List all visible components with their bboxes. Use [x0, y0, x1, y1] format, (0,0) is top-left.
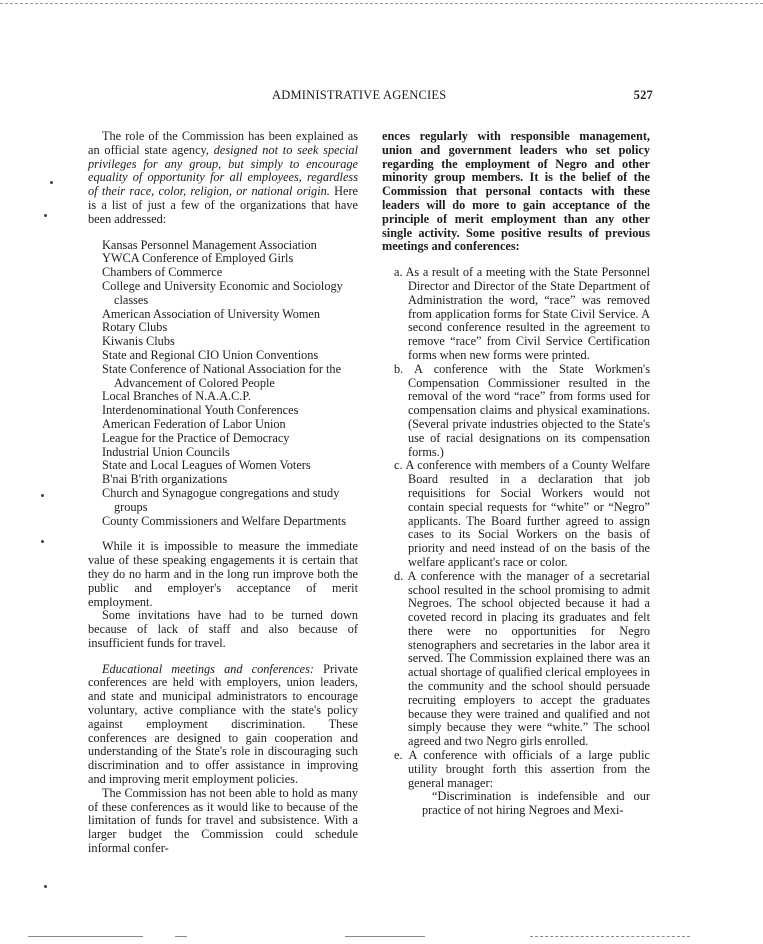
scan-bottom-line: [530, 936, 690, 937]
scan-speck: [44, 214, 47, 217]
paragraph-impossible: While it is impossible to measure the immediate value of these speaking engagements it is certain that they do no harm and in the long run improve both the public and employer's acceptance of merit employment.: [88, 539, 358, 609]
right-column: [382, 130, 650, 818]
intro-plain: The role of the Commission has been explained as an official state agency,: [88, 129, 358, 157]
list-item: American Federation of Labor Union: [102, 416, 286, 431]
item-text: As a result of a meeting with the State Personnel Director and Director of the State Department of Administration the word, “race” was removed from application forms for State Civil Service. A second conference resulted in the agreement to remove “race” from Civil Service Certification forms when new forms were printed.: [405, 265, 650, 362]
list-item: Industrial Union Councils: [102, 444, 230, 459]
list-item: County Commissioners and Welfare Departments: [102, 513, 346, 528]
scan-speck: [41, 540, 44, 543]
list-item: YWCA Conference of Employed Girls: [102, 251, 294, 266]
item-text: A conference with officials of a large public utility brought forth this assertion from the general manager:: [408, 748, 650, 790]
running-title: ADMINISTRATIVE AGENCIES: [272, 88, 447, 102]
scan-speck: [44, 885, 47, 888]
educational-paragraph: [88, 663, 358, 787]
list-item: [382, 749, 650, 790]
list-item: State and Regional CIO Union Conventions: [102, 347, 319, 362]
organization-list: [88, 239, 358, 529]
running-header: [0, 88, 763, 106]
item-letter: d.: [394, 568, 404, 583]
item-text: A conference with the State Workmen's Compensation Commissioner resulted in the removal of the word “race” from forms used for compensation claims and physical examinations. (Several private industries objected to the State's use of racial designations on its compensation forms.): [408, 361, 650, 459]
list-item: [382, 459, 650, 569]
scan-bottom-line: [345, 936, 425, 937]
list-item: Chambers of Commerce: [102, 265, 223, 280]
item-letter: b.: [394, 361, 404, 376]
list-item: Rotary Clubs: [102, 320, 168, 335]
paragraph-invitations: Some invitations have had to be turned down because of lack of staff and also because of insufficient funds for travel.: [88, 608, 358, 650]
list-item: [382, 266, 650, 363]
list-item: Interdenominational Youth Conferences: [102, 403, 299, 418]
paragraph-commission: The Commission has not been able to hold as many of these conferences as it would like to because of the limitation of funds for travel and subsistence. With a larger budget the Commission could schedule informal confer-: [88, 785, 358, 856]
intro-italic: designed not to seek special privileges for any group, but simply to encourage equality of opportunity for all employees, regardless of their race, color, religion, or national origin.: [88, 142, 358, 199]
list-item: Kansas Personnel Management Association: [102, 237, 317, 252]
item-letter: c.: [394, 458, 403, 473]
list-item: B'nai B'rith organizations: [102, 472, 228, 487]
left-column: [88, 130, 358, 856]
educational-heading: Educational meetings and conferences:: [102, 661, 315, 676]
item-letter: e.: [394, 748, 403, 763]
quote-text: “Discrimination is indefensible and our practice of not hiring Negroes and Mexi-: [422, 789, 650, 818]
item-letter: a.: [394, 265, 403, 280]
list-item: Kiwanis Clubs: [102, 334, 175, 349]
list-item: College and University Economic and Sociology classes: [102, 278, 343, 307]
list-item: [382, 570, 650, 749]
intro-tail: Here is a list of just a few of the organizations that have been addressed:: [88, 184, 358, 226]
results-list: [382, 266, 650, 790]
scan-speck: [41, 494, 44, 497]
educational-text: Private conferences are held with employers, union leaders, and state and municipal administrators to encourage voluntary, active compliance with the state's policy against employment discrimination. These conferences are designed to gain cooperation and understanding of the State's role in discouraging such discrimination and to offer assistance in improving and improving merit employment policies.: [88, 661, 358, 787]
list-item: League for the Practice of Democracy: [102, 430, 290, 445]
list-item: State Conference of National Association for the Advancement of Colored People: [102, 361, 342, 390]
intro-paragraph: [88, 130, 358, 227]
scan-top-edge: [0, 3, 763, 4]
scan-bottom-line: [175, 936, 187, 937]
continuation-paragraph: ences regularly with responsible management, union and government leaders who set policy regarding the employment of Negro and other minority group members. It is the belief of the Commission that personal contacts with these leaders will do more to gain acceptance of the principle of merit employment than any other single activity. Some positive results of previous meetings and conferences:: [382, 129, 650, 254]
list-item: [382, 363, 650, 460]
page-number: 527: [633, 88, 653, 102]
list-item: Church and Synagogue congregations and study groups: [102, 485, 340, 514]
list-item: American Association of University Women: [102, 306, 321, 321]
list-item: Local Branches of N.A.A.C.P.: [102, 389, 251, 404]
list-item: State and Local Leagues of Women Voters: [102, 458, 311, 473]
item-text: A conference with members of a County Welfare Board resulted in a declaration that job requisitions for Social Workers would not contain special requests for “white” or “Negro” applicants. The Board further agreed to assign cases to its Social Workers on the basis of priority and need instead of on the basis of the welfare applicant's race or color.: [405, 458, 650, 569]
scan-speck: [50, 181, 53, 184]
scan-bottom-line: [28, 936, 143, 937]
item-text: A conference with the manager of a secretarial school resulted in the school promising to admit Negroes. The school objected because it had a coveted record in placing its graduates and felt there were no opportunities for Negro stenographers and secretaries in the labor area it served. The Commission explained there was an actual shortage of qualified clerical employees in the community and the school should persuade recruiting employers to accept the graduates because they were trained and qualified and not simply because they were “white.” The school agreed and two Negro girls enrolled.: [407, 568, 650, 749]
